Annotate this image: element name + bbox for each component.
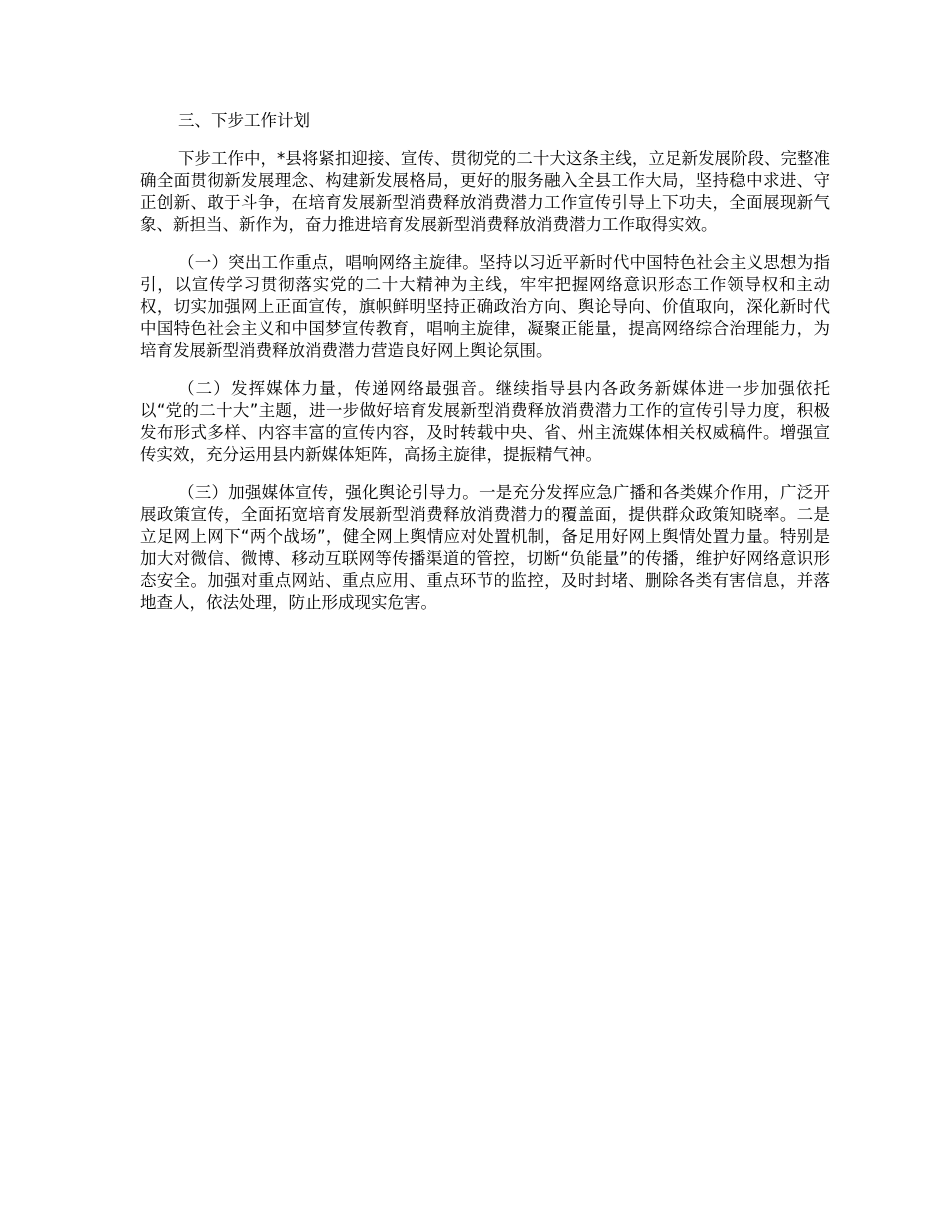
section-heading: 三、下步工作计划 [178,111,310,130]
paragraph-item-2: （二）发挥媒体力量，传递网络最强音。继续指导县内各政务新媒体进一步加强依托以“党的二十大”主题，进一步做好培育发展新型消费释放消费潜力工作的宣传引导力度，积极发布形式多样、内容丰富的宣传内容，及时转载中央、省、州主流媒体相关权威稿件。增强宣传实效，充分运用县内新媒体矩阵，高扬主旋律，提振精气神。 [140,379,830,464]
paragraph-item-1: （一）突出工作重点，唱响网络主旋律。坚持以习近平新时代中国特色社会主义思想为指引，以宣传学习贯彻落实党的二十大精神为主线，牢牢把握网络意识形态工作领导权和主动权，切实加强网上正面宣传，旗帜鲜明坚持正确政治方向、舆论导向、价值取向，深化新时代中国特色社会主义和中国梦宣传教育，唱响主旋律，凝聚正能量，提高网络综合治理能力，为培育发展新型消费释放消费潜力营造良好网上舆论氛围。 [140,253,830,360]
paragraph-item-3: （三）加强媒体宣传，强化舆论引导力。一是充分发挥应急广播和各类媒介作用，广泛开展政策宣传，全面拓宽培育发展新型消费释放消费潜力的覆盖面，提供群众政策知晓率。二是立足网上网下“两个战场”，健全网上舆情应对处置机制，备足用好网上舆情处置力量。特别是加大对微信、微博、移动互联网等传播渠道的管控，切断“负能量”的传播，维护好网络意识形态安全。加强对重点网站、重点应用、重点环节的监控，及时封堵、删除各类有害信息，并落地查人，依法处理，防止形成现实危害。 [140,483,830,612]
document-body [140,110,830,630]
paragraph-intro: 下步工作中，*县将紧扣迎接、宣传、贯彻党的二十大这条主线，立足新发展阶段、完整准确全面贯彻新发展理念、构建新发展格局，更好的服务融入全县工作大局，坚持稳中求进、守正创新、敢于斗争，在培育发展新型消费释放消费潜力工作宣传引导上下功夫，全面展现新气象、新担当、新作为，奋力推进培育发展新型消费释放消费潜力工作取得实效。 [140,149,830,234]
